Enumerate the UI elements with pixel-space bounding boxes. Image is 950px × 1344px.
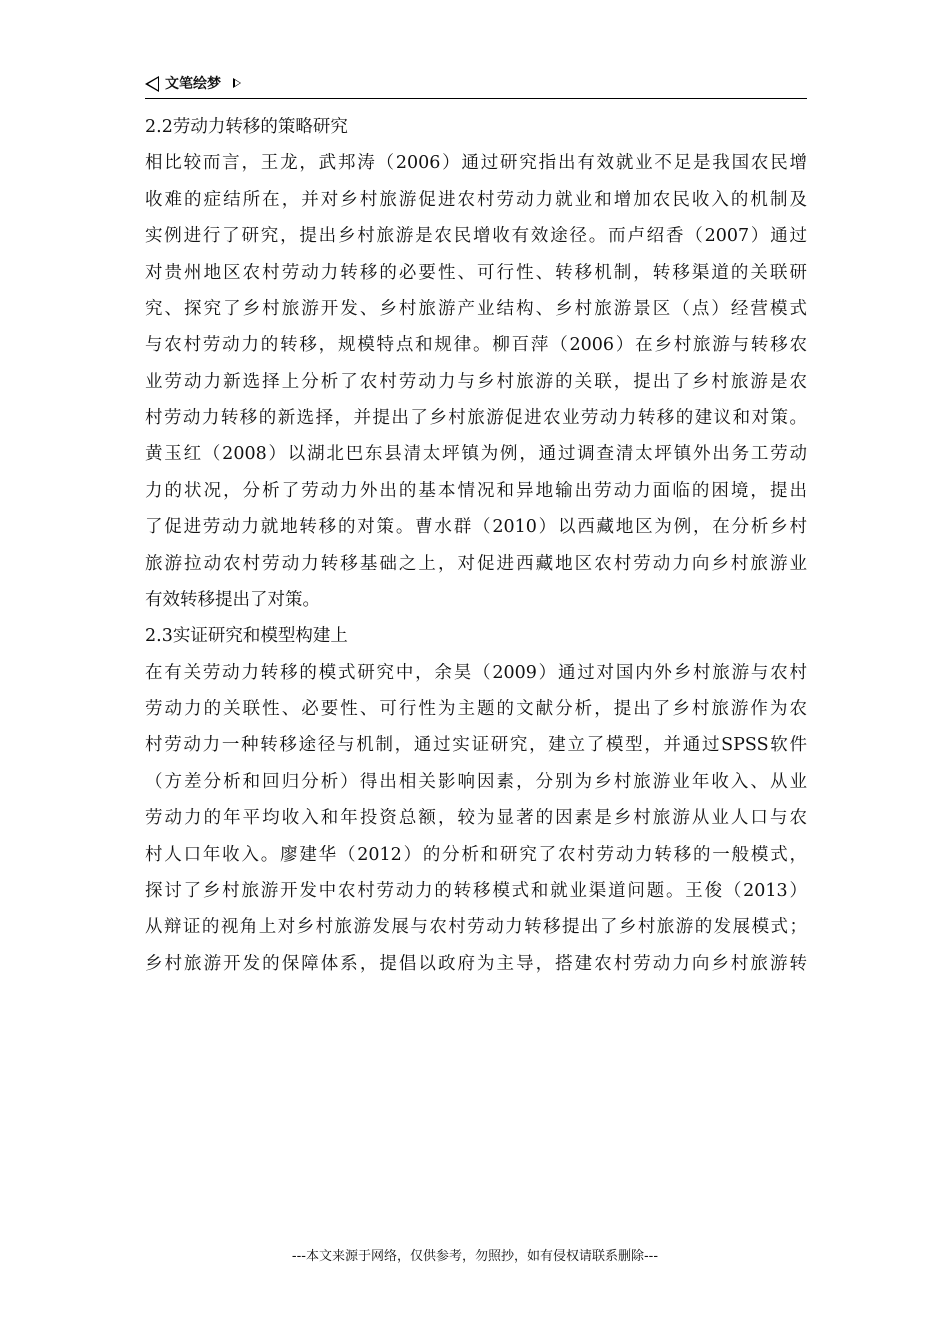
paragraph-line: 黄玉红（2008）以湖北巴东县清太坪镇为例，通过调查清太坪镇外出务工劳动 bbox=[145, 444, 807, 465]
document-body bbox=[145, 113, 807, 986]
paragraph-line: 从辩证的视角上对乡村旅游发展与农村劳动力转移提出了乡村旅游的发展模式； bbox=[145, 917, 807, 938]
paragraph-line: 探讨了乡村旅游开发中农村劳动力的转移模式和就业渠道问题。王俊（2013） bbox=[145, 880, 807, 901]
section-heading: 2.2劳动力转移的策略研究 bbox=[145, 117, 348, 137]
paragraph-line: 劳动力的年平均收入和年投资总额，较为显著的因素是乡村旅游从业人口与农 bbox=[145, 808, 807, 829]
paragraph-line: 实例进行了研究，提出乡村旅游是农民增收有效途径。而卢绍香（2007）通过 bbox=[145, 226, 807, 247]
paragraph-line: 对贵州地区农村劳动力转移的必要性、可行性、转移机制，转移渠道的关联研 bbox=[145, 262, 807, 283]
section-heading: 2.3实证研究和模型构建上 bbox=[145, 626, 348, 647]
paragraph-line: 业劳动力新选择上分析了农村劳动力与乡村旅游的关联，提出了乡村旅游是农 bbox=[145, 371, 807, 392]
paragraph-line: 村劳动力转移的新选择，并提出了乡村旅游促进农业劳动力转移的建议和对策。 bbox=[145, 408, 807, 428]
paragraph-line: 与农村劳动力的转移，规模特点和规律。柳百萍（2006）在乡村旅游与转移农 bbox=[145, 335, 807, 356]
paragraph-line: 劳动力的关联性、必要性、可行性为主题的文献分析，提出了乡村旅游作为农 bbox=[145, 699, 807, 719]
paragraph-line: 相比较而言，王龙，武邦涛（2006）通过研究指出有效就业不足是我国农民增 bbox=[145, 153, 807, 174]
page-footer: ---本文来源于网络，仅供参考，勿照抄，如有侵权请联系删除--- bbox=[291, 1249, 659, 1264]
right-triangle-icon bbox=[233, 78, 241, 88]
paragraph-line: 在有关劳动力转移的模式研究中，余昊（2009）通过对国内外乡村旅游与农村 bbox=[145, 662, 807, 683]
left-triangle-icon bbox=[145, 76, 159, 92]
paragraph-line: 旅游拉动农村劳动力转移基础之上，对促进西藏地区农村劳动力向乡村旅游业 bbox=[145, 553, 807, 574]
header-title: 文笔绘梦 bbox=[165, 76, 221, 92]
paragraph-line: 村人口年收入。廖建华（2012）的分析和研究了农村劳动力转移的一般模式， bbox=[145, 844, 807, 865]
paragraph-line: 收难的症结所在，并对乡村旅游促进农村劳动力就业和增加农民收入的机制及 bbox=[145, 189, 807, 210]
paragraph-line: 究、探究了乡村旅游开发、乡村旅游产业结构、乡村旅游景区（点）经营模式 bbox=[145, 298, 807, 319]
paragraph-line: 了促进劳动力就地转移的对策。曹水群（2010）以西藏地区为例，在分析乡村 bbox=[145, 517, 807, 538]
paragraph-line: 有效转移提出了对策。 bbox=[145, 589, 320, 610]
paragraph-line: 乡村旅游开发的保障体系，提倡以政府为主导，搭建农村劳动力向乡村旅游转 bbox=[145, 953, 807, 974]
paragraph-line: 力的状况，分析了劳动力外出的基本情况和异地输出劳动力面临的困境，提出 bbox=[145, 480, 807, 501]
page-header bbox=[145, 74, 807, 99]
paragraph-line: （方差分析和回归分析）得出相关影响因素，分别为乡村旅游业年收入、从业 bbox=[145, 771, 807, 792]
paragraph-line: 村劳动力一种转移途径与机制，通过实证研究，建立了模型，并通过SPSS软件 bbox=[145, 735, 807, 756]
